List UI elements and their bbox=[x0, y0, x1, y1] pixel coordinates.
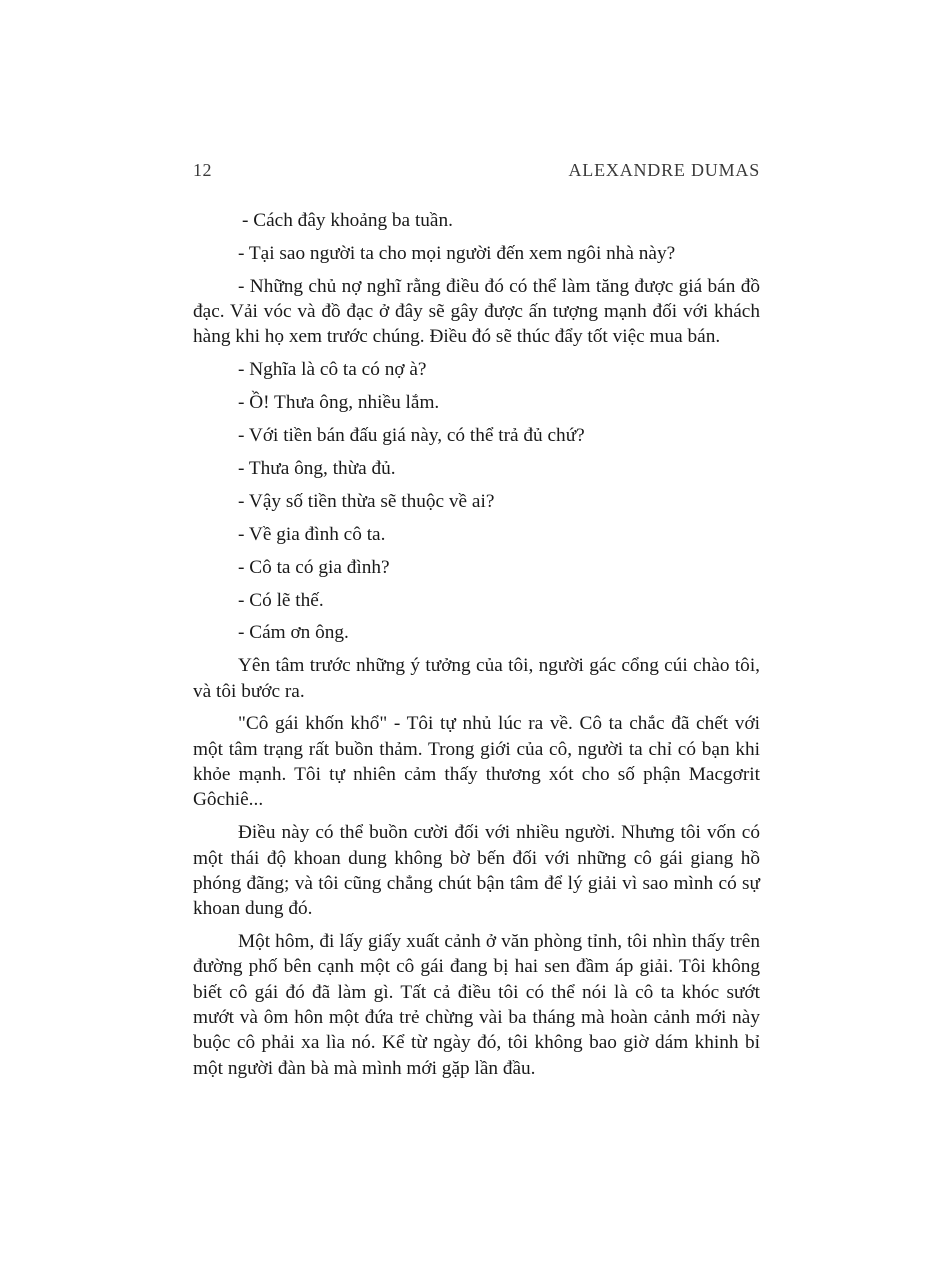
paragraph: Điều này có thể buồn cười đối với nhiều người. Nhưng tôi vốn có một thái độ khoan dung không bờ bến đối với những cô gái giang hồ phóng đãng; và tôi cũng chẳng chút bận tâm để lý giải vì sao mình có sự khoan dung đó. bbox=[193, 822, 760, 920]
paragraph: - Vậy số tiền thừa sẽ thuộc về ai? bbox=[238, 490, 495, 512]
paragraph: "Cô gái khốn khổ" - Tôi tự nhủ lúc ra về. Cô ta chắc đã chết với một tâm trạng rất buồn thảm. Trong giới của cô, người ta chỉ có bạn khi khỏe mạnh. Tôi tự nhiên cảm thấy thương xót cho số phận Macgơrit Gôchiê... bbox=[193, 713, 760, 811]
paragraph: - Cách đây khoảng ba tuần. bbox=[242, 210, 453, 231]
paragraph: - Có lẽ thế. bbox=[238, 589, 324, 611]
paragraph: - Về gia đình cô ta. bbox=[238, 523, 386, 545]
page-number: 12 bbox=[193, 160, 212, 180]
paragraph: - Ồ! Thưa ông, nhiều lắm. bbox=[238, 392, 440, 414]
page-header bbox=[193, 160, 760, 184]
paragraph: - Cám ơn ông. bbox=[238, 622, 349, 644]
body-text bbox=[193, 208, 760, 1088]
paragraph: - Thưa ông, thừa đủ. bbox=[238, 457, 396, 479]
paragraph: - Tại sao người ta cho mọi người đến xem ngôi nhà này? bbox=[238, 242, 676, 264]
paragraph: - Cô ta có gia đình? bbox=[238, 556, 390, 578]
running-title: ALEXANDRE DUMAS bbox=[568, 160, 760, 180]
paragraph: - Những chủ nợ nghĩ rằng điều đó có thể làm tăng được giá bán đồ đạc. Vải vóc và đồ đạc ở đây sẽ gây được ấn tượng mạnh đối với khách hàng khi họ xem trước chúng. Điều đó sẽ thúc đẩy tốt việc mua bán. bbox=[193, 275, 760, 348]
paragraph: Một hôm, đi lấy giấy xuất cảnh ở văn phòng tỉnh, tôi nhìn thấy trên đường phố bên cạnh một cô gái đang bị hai sen đầm áp giải. Tôi không biết cô gái đó đã làm gì. Tất cả điều tôi có thể nói là cô ta khóc sướt mướt và ôm hôn một đứa trẻ chừng vài ba tháng mà hoàn cảnh mới này buộc cô phải xa lìa nó. Kể từ ngày đó, tôi không bao giờ dám khinh bỉ một người đàn bà mà mình mới gặp lần đầu. bbox=[193, 931, 760, 1079]
paragraph: Yên tâm trước những ý tưởng của tôi, người gác cổng cúi chào tôi, và tôi bước ra. bbox=[193, 655, 760, 702]
paragraph: - Với tiền bán đấu giá này, có thể trả đủ chứ? bbox=[238, 425, 585, 447]
paragraph: - Nghĩa là cô ta có nợ à? bbox=[238, 359, 427, 381]
